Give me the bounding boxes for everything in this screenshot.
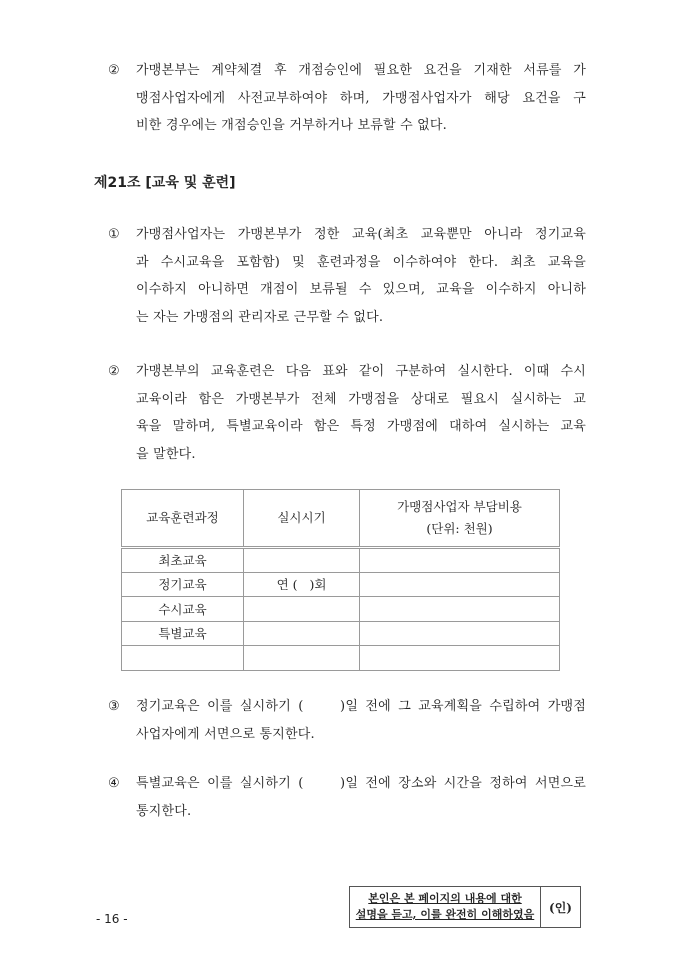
cell-course: 최초교육 <box>122 548 244 573</box>
confirmation-line2: 설명을 듣고, 이를 완전히 이해하였음 <box>355 908 535 921</box>
header-cost-line1: 가맹점사업자 부담비용 <box>397 499 522 514</box>
paragraph-marker: ② <box>108 364 120 379</box>
table-row <box>122 572 560 597</box>
table-row <box>122 597 560 622</box>
article-heading: 제21조 [교육 및 훈련] <box>94 175 236 191</box>
paragraph-line: 을 말한다. <box>136 446 196 462</box>
table-row <box>122 621 560 646</box>
confirmation-box <box>349 886 581 928</box>
cell-timing <box>244 621 360 646</box>
paragraph-line: 는 자는 가맹점의 관리자로 근무할 수 없다. <box>136 309 384 325</box>
cell-timing <box>244 597 360 622</box>
article21-paragraph-4 <box>108 770 586 825</box>
paragraph-line: 육을 말하며, 특별교육이라 함은 특정 가맹점에 대하여 실시하는 교육 <box>136 419 586 434</box>
paragraph-line: 특별교육은 이를 실시하기 ( )일 전에 장소와 시간을 정하여 서면으로 <box>136 776 586 791</box>
paragraph-line: 비한 경우에는 개점승인을 거부하거나 보류할 수 없다. <box>136 118 448 133</box>
seal-field[interactable]: (인) <box>549 900 572 915</box>
paragraph-line: 과 수시교육을 포함함) 및 훈련과정을 이수하여야 한다. 최초 교육을 <box>136 254 586 270</box>
cell-cost <box>360 548 560 573</box>
header-timing: 실시시기 <box>244 490 360 548</box>
article21-paragraph-3 <box>108 693 586 748</box>
page-number: - 16 - <box>96 912 128 926</box>
header-course: 교육훈련과정 <box>122 490 244 548</box>
paragraph-marker: ④ <box>108 776 120 791</box>
paragraph-marker: ③ <box>108 699 120 714</box>
article21-paragraph-1 <box>108 221 586 331</box>
header-cost-line2: (단위: 천원) <box>426 521 493 536</box>
cell-timing <box>244 646 360 671</box>
article21-paragraph-2 <box>108 358 586 468</box>
paragraph-line: 가맹점사업자는 가맹본부가 정한 교육(최초 교육뿐만 아니라 정기교육 <box>136 227 586 242</box>
paragraph-marker: ① <box>108 227 120 242</box>
paragraph-line: 가맹본부는 계약체결 후 개점승인에 필요한 요건을 기재한 서류를 가 <box>136 63 586 78</box>
confirmation-text <box>350 887 541 927</box>
cell-timing: 연 ( )회 <box>244 572 360 597</box>
paragraph-line: 통지한다. <box>136 803 192 819</box>
header-cost <box>360 490 560 548</box>
table-header-row <box>122 490 560 548</box>
cell-cost <box>360 646 560 671</box>
cell-cost <box>360 621 560 646</box>
paragraph-marker: ② <box>108 63 120 78</box>
paragraph-line: 가맹본부의 교육훈련은 다음 표와 같이 구분하여 실시한다. 이때 수시 <box>136 364 586 379</box>
cell-course <box>122 646 244 671</box>
cell-course: 정기교육 <box>122 572 244 597</box>
paragraph-line: 사업자에게 서면으로 통지한다. <box>136 726 315 742</box>
education-table <box>121 489 560 671</box>
table-row <box>122 548 560 573</box>
paragraph-line: 정기교육은 이를 실시하기 ( )일 전에 그 교육계획을 수립하여 가맹점 <box>136 699 586 714</box>
cell-timing <box>244 548 360 573</box>
cell-cost <box>360 597 560 622</box>
clause20-paragraph-2 <box>108 57 586 140</box>
cell-course: 수시교육 <box>122 597 244 622</box>
paragraph-line: 교육이라 함은 가맹본부가 전체 가맹점을 상대로 필요시 실시하는 교 <box>136 391 586 407</box>
cell-course: 특별교육 <box>122 621 244 646</box>
table-row <box>122 646 560 671</box>
confirmation-line1: 본인은 본 페이지의 내용에 대한 <box>368 892 522 905</box>
cell-cost <box>360 572 560 597</box>
paragraph-line: 이수하지 아니하면 개점이 보류될 수 있으며, 교육을 이수하지 아니하 <box>136 282 586 297</box>
paragraph-line: 맹점사업자에게 사전교부하여야 하며, 가맹점사업자가 해당 요건을 구 <box>136 90 586 106</box>
